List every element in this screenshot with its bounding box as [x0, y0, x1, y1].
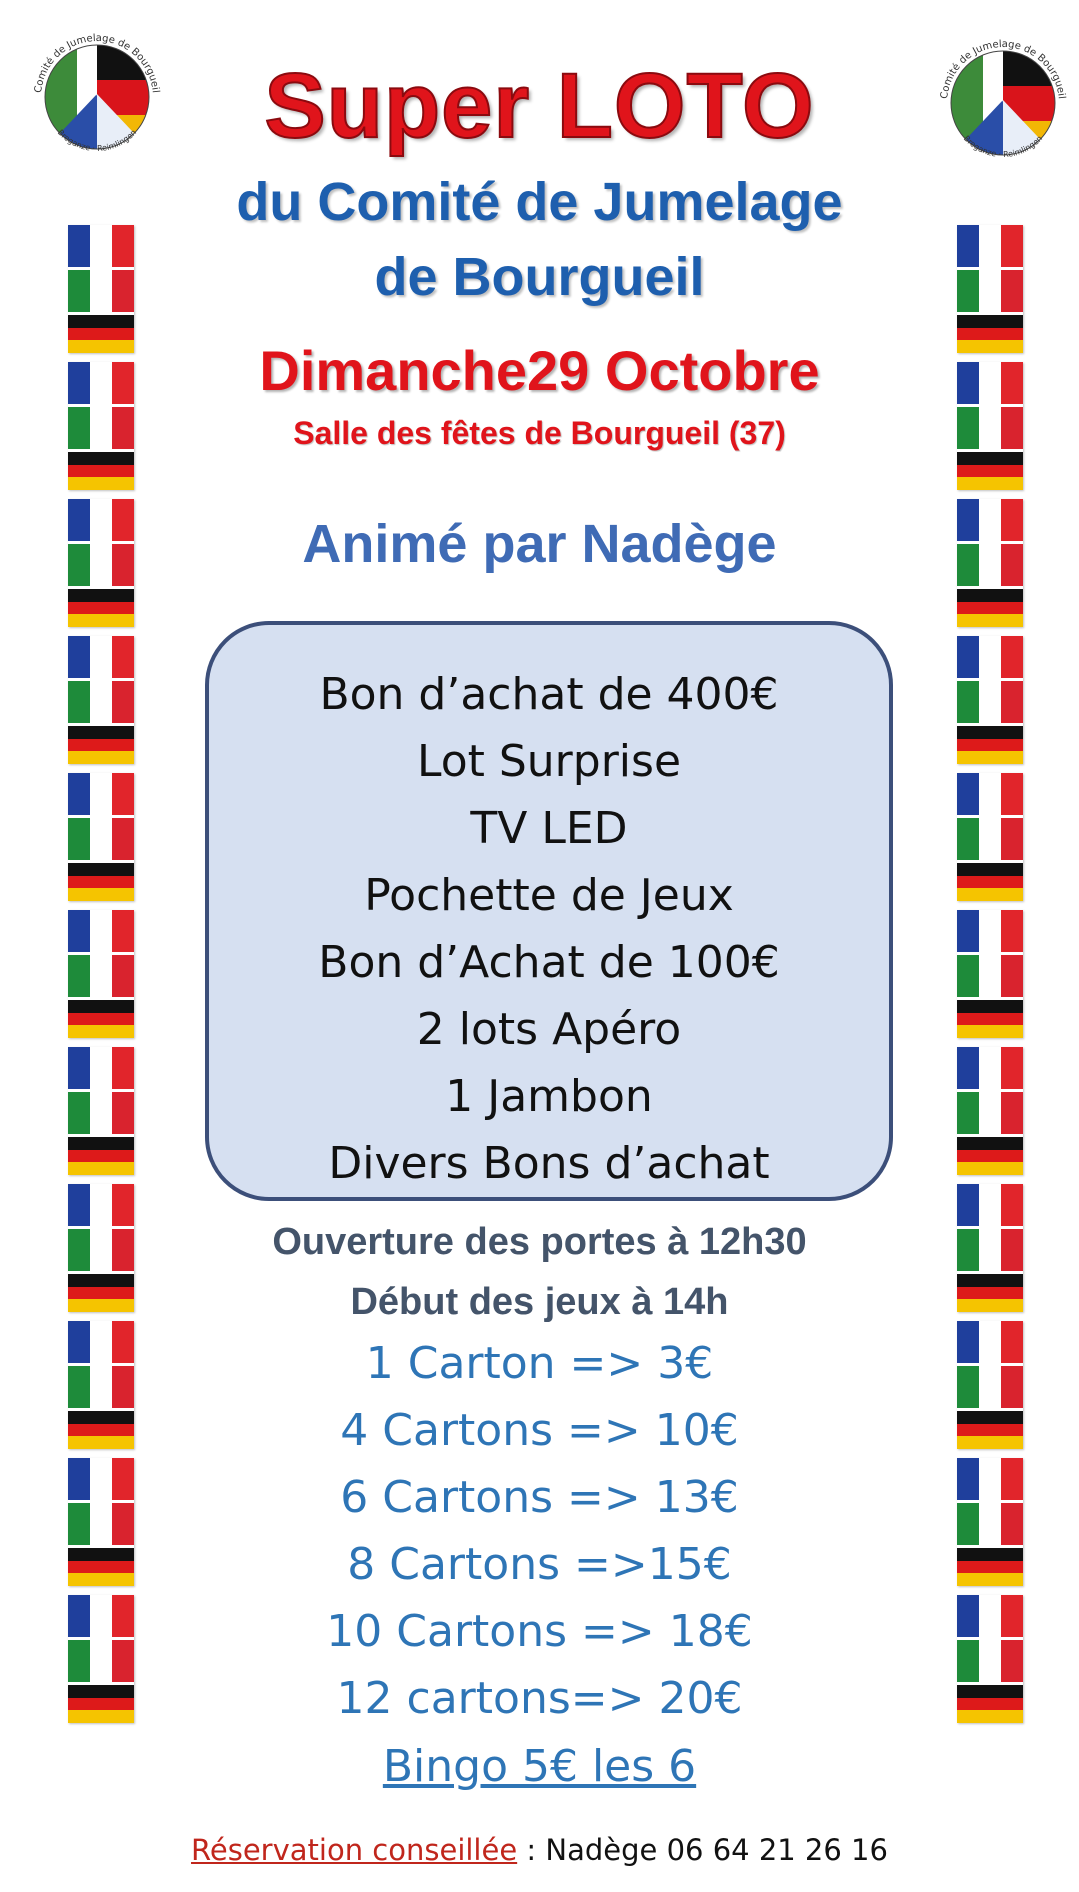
french-flag-icon: [957, 636, 1023, 678]
prize-item: TV LED: [470, 803, 628, 854]
price-item: 12 cartons=> 20€: [336, 1673, 743, 1724]
reservation-line: [0, 1830, 1079, 1870]
flag-group: [68, 773, 134, 901]
price-item: 1 Carton => 3€: [365, 1338, 714, 1389]
event-date: Dimanche29 Octobre: [259, 339, 820, 402]
poster-title: Super LOTO: [264, 55, 815, 157]
italian-flag-icon: [957, 681, 1023, 723]
italian-flag-icon: [68, 818, 134, 860]
flag-group: [68, 1047, 134, 1175]
prize-item: 1 Jambon: [445, 1071, 653, 1122]
french-flag-icon: [957, 910, 1023, 952]
french-flag-icon: [68, 773, 134, 815]
german-flag-icon: [68, 863, 134, 901]
german-flag-icon: [957, 1000, 1023, 1038]
flag-group: [68, 910, 134, 1038]
french-flag-icon: [957, 773, 1023, 815]
card-price-list: [0, 1330, 1079, 1732]
reservation-contact: Nadège 06 64 21 26 16: [545, 1833, 888, 1867]
italian-flag-icon: [957, 955, 1023, 997]
subtitle-line-1: du Comité de Jumelage: [236, 172, 843, 232]
prize-item: Lot Surprise: [416, 736, 682, 787]
german-flag-icon: [957, 1137, 1023, 1175]
french-flag-icon: [68, 1047, 134, 1089]
flag-group: [957, 1047, 1023, 1175]
prize-item: Bon d’achat de 400€: [319, 669, 779, 720]
prize-item: Divers Bons d’achat: [328, 1138, 770, 1189]
svg-text:Comité de Jumelage de Bourguei: Comité de Jumelage de Bourgueil: [33, 32, 161, 94]
italian-flag-icon: [68, 1092, 134, 1134]
german-flag-icon: [68, 452, 134, 490]
price-item: 8 Cartons =>15€: [347, 1539, 732, 1590]
bingo-price: Bingo 5€ les 6: [382, 1741, 697, 1792]
german-flag-icon: [957, 863, 1023, 901]
german-flag-icon: [957, 452, 1023, 490]
german-flag-icon: [68, 1137, 134, 1175]
german-flag-icon: [957, 726, 1023, 764]
flag-group: [68, 636, 134, 764]
reservation-label: Réservation conseillée: [191, 1833, 518, 1867]
german-flag-icon: [957, 589, 1023, 627]
italian-flag-icon: [957, 1092, 1023, 1134]
italian-flag-icon: [68, 955, 134, 997]
italian-flag-icon: [68, 681, 134, 723]
svg-text:Comité de Jumelage de Bourguei: Comité de Jumelage de Bourgueil: [939, 38, 1067, 100]
flag-group: [957, 636, 1023, 764]
prize-list-box: [205, 621, 893, 1201]
prize-item: 2 lots Apéro: [416, 1004, 682, 1055]
german-flag-icon: [68, 726, 134, 764]
price-item: 4 Cartons => 10€: [340, 1405, 739, 1456]
prize-item: Pochette de Jeux: [364, 870, 734, 921]
svg-text:Breganze · Reimlingen: Breganze · Reimlingen: [961, 133, 1045, 160]
french-flag-icon: [68, 910, 134, 952]
french-flag-icon: [957, 1047, 1023, 1089]
prize-item: Bon d’Achat de 100€: [318, 937, 780, 988]
subtitle-line-2: de Bourgueil: [374, 247, 705, 307]
flag-group: [957, 910, 1023, 1038]
french-flag-icon: [68, 636, 134, 678]
german-flag-icon: [68, 589, 134, 627]
italian-flag-icon: [957, 818, 1023, 860]
price-item: 6 Cartons => 13€: [340, 1472, 739, 1523]
doors-open-time: Ouverture des portes à 12h30: [272, 1221, 807, 1263]
svg-text:Breganze · Reimlingen: Breganze · Reimlingen: [55, 127, 139, 154]
german-flag-icon: [68, 1000, 134, 1038]
event-venue: Salle des fêtes de Bourgueil (37): [293, 415, 786, 451]
price-item: 10 Cartons => 18€: [326, 1606, 753, 1657]
games-start-time: Début des jeux à 14h: [350, 1281, 729, 1323]
reservation-separator: :: [517, 1833, 546, 1867]
flag-group: [957, 773, 1023, 901]
event-host: Animé par Nadège: [302, 514, 777, 574]
